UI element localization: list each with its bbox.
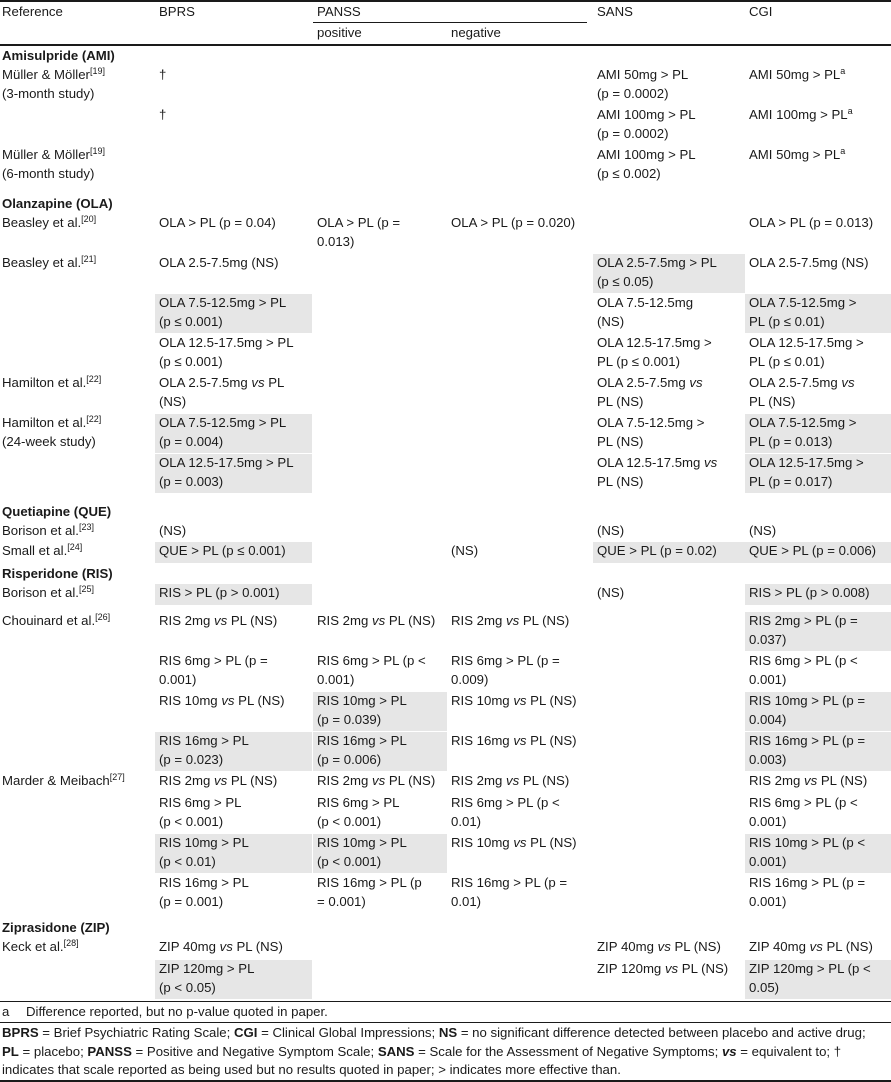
legend-definition: = placebo; <box>18 1043 88 1059</box>
footnote-text: Difference reported, but no p-value quoted in paper. <box>26 1004 328 1019</box>
cgi-line: OLA 7.5-12.5mg > <box>749 295 857 310</box>
cgi-cell <box>745 374 891 413</box>
citation-number: [23] <box>78 522 94 532</box>
bprs-cell <box>155 612 312 633</box>
footnote-divider <box>0 1022 891 1023</box>
ref-line: Keck et al.[28] <box>2 938 79 954</box>
sans-line: ZIP 120mg vs PL (NS) <box>597 961 729 976</box>
bprs-line: OLA 7.5-12.5mg > PL <box>159 415 287 430</box>
neg-cell <box>447 652 593 691</box>
ref-cell <box>0 938 148 959</box>
bprs-line: RIS > PL (p > 0.001) <box>159 585 280 600</box>
cgi-line: 0.001) <box>749 853 787 869</box>
cgi-line: AMI $50mg > PL^a$ <box>749 66 846 82</box>
ref-cell <box>0 66 148 105</box>
bprs-cell <box>155 66 312 87</box>
cgi-cell <box>745 772 891 793</box>
ref-line: (6-month study) <box>2 165 95 181</box>
sans-cell <box>593 584 745 605</box>
cgi-cell <box>745 938 891 959</box>
section-title: Ziprasidone (ZIP) <box>2 920 110 935</box>
cgi-cell <box>745 834 891 873</box>
bprs-line: ZIP 120mg > PL <box>159 961 255 976</box>
legend-abbr: PANSS <box>87 1043 132 1059</box>
bprs-line: OLA 12.5-17.5mg > PL <box>159 335 294 350</box>
cgi-line: OLA 12.5-17.5mg > <box>749 455 864 470</box>
section-title: Olanzapine (OLA) <box>2 196 113 211</box>
ref-line: Borison et al.[25] <box>2 584 94 600</box>
section-title: Quetiapine (QUE) <box>2 504 112 519</box>
pos-line: RIS 16mg > PL (p <box>317 875 422 890</box>
vs-text: vs <box>841 375 855 390</box>
bprs-line: RIS 10mg > PL <box>159 835 249 850</box>
neg-cell <box>447 834 593 855</box>
sans-line: AMI 50mg > PL <box>597 67 689 82</box>
bprs-line: RIS 16mg > PL <box>159 733 249 748</box>
cgi-line: 0.004) <box>749 711 787 727</box>
citation-number: [28] <box>63 938 79 948</box>
cgi-line: PL (p ≤ 0.01) <box>749 353 825 369</box>
sans-line: ZIP 40mg vs PL (NS) <box>597 939 721 954</box>
footnote-marker: a <box>847 106 853 116</box>
neg-cell <box>447 772 593 793</box>
citation-number: [22] <box>86 374 102 384</box>
legend-abbr: CGI <box>233 1025 258 1040</box>
bprs-cell <box>155 214 312 235</box>
legend-definition: = Scale for the Assessment of Negative Symptoms; <box>414 1043 722 1059</box>
sans-cell <box>593 334 745 373</box>
bprs-line: QUE > PL (p ≤ 0.001) <box>159 543 286 558</box>
bprs-line: OLA 2.5-7.5mg vs PL <box>159 375 285 390</box>
cgi-line: 0.003) <box>749 751 787 767</box>
section-title: Risperidone (RIS) <box>2 566 113 581</box>
footnote-mark: a <box>2 1004 10 1019</box>
ref-line: Borison et al.[23] <box>2 522 94 538</box>
cgi-line: RIS 6mg > PL (p < <box>749 653 858 668</box>
cgi-line: (NS) <box>749 523 777 538</box>
bprs-cell <box>155 732 312 771</box>
cgi-line: RIS 10mg > PL (p = <box>749 693 866 708</box>
neg-line: RIS 2mg vs PL (NS) <box>451 773 570 788</box>
sans-line: (p = 0.0002) <box>597 125 669 141</box>
citation-number: [26] <box>95 612 111 622</box>
neg-line: RIS 16mg vs PL (NS) <box>451 733 577 748</box>
citation-number: [22] <box>86 414 102 424</box>
bprs-line: OLA 7.5-12.5mg > PL <box>159 295 287 310</box>
header-cgi: CGI <box>749 4 773 19</box>
sans-cell <box>593 938 745 959</box>
bprs-line: (p < 0.05) <box>159 979 216 995</box>
pos-cell <box>313 874 447 913</box>
neg-cell <box>447 732 593 753</box>
pos-line: RIS 10mg > PL <box>317 693 407 708</box>
ref-line: Beasley et al.[20] <box>2 214 97 230</box>
citation-number: [21] <box>81 254 97 264</box>
neg-cell <box>447 542 593 563</box>
cgi-line: PL (p ≤ 0.01) <box>749 313 825 329</box>
vs-text: vs <box>809 939 823 954</box>
pos-line: OLA > PL (p = <box>317 215 401 230</box>
cgi-line: 0.037) <box>749 631 787 647</box>
neg-line: RIS 16mg > PL (p = <box>451 875 568 890</box>
cgi-cell <box>745 794 891 833</box>
sans-line: OLA 7.5-12.5mg <box>597 295 694 310</box>
cgi-line: OLA 7.5-12.5mg > <box>749 415 857 430</box>
pos-cell <box>313 772 447 793</box>
pos-cell <box>313 652 447 691</box>
vs-text: vs <box>219 939 233 954</box>
neg-line: RIS 10mg vs PL (NS) <box>451 835 577 850</box>
ref-line: Müller & Möller[19] <box>2 146 105 162</box>
neg-line: (NS) <box>451 543 479 558</box>
legend-abbr: NS <box>438 1025 458 1040</box>
top-rule <box>0 0 891 2</box>
cgi-line: OLA 12.5-17.5mg > <box>749 335 864 350</box>
bprs-cell <box>155 938 312 959</box>
bprs-line: OLA 12.5-17.5mg > PL <box>159 455 294 470</box>
footnote-marker: a <box>840 66 846 76</box>
cgi-line: ZIP 40mg vs PL (NS) <box>749 939 873 954</box>
sans-cell <box>593 542 745 563</box>
neg-cell <box>447 874 593 913</box>
bprs-cell <box>155 834 312 873</box>
cgi-cell <box>745 612 891 651</box>
vs-text: vs <box>513 733 527 748</box>
bprs-cell <box>155 874 312 913</box>
bprs-cell <box>155 542 312 563</box>
cgi-line: RIS > PL (p > 0.008) <box>749 585 870 600</box>
bprs-line: RIS 6mg > PL <box>159 795 242 810</box>
neg-cell <box>447 214 593 235</box>
sans-line: (NS) <box>597 523 625 538</box>
sans-line: PL (NS) <box>597 433 644 449</box>
bprs-line: (p ≤ 0.001) <box>159 313 223 329</box>
citation-number: [24] <box>67 542 83 552</box>
bprs-cell <box>155 692 312 713</box>
bprs-line: OLA 2.5-7.5mg (NS) <box>159 255 279 270</box>
legend-definition: = Brief Psychiatric Rating Scale; <box>38 1025 234 1040</box>
pos-cell <box>313 214 447 253</box>
ref-line: Marder & Meibach[27] <box>2 772 125 788</box>
cgi-line: RIS 6mg > PL (p < <box>749 795 858 810</box>
cgi-line: PL (NS) <box>749 393 796 409</box>
bprs-cell <box>155 334 312 373</box>
bprs-cell <box>155 772 312 793</box>
pos-line: (p = 0.006) <box>317 751 382 767</box>
sans-cell <box>593 146 745 185</box>
header-rule <box>0 44 891 46</box>
vs-text: vs <box>657 939 671 954</box>
legend-definition: = equivalent to; † indicates that scale reported as being used but no results quoted in paper; > indicates more effective than. <box>2 1043 842 1077</box>
vs-text: vs <box>704 455 718 470</box>
neg-cell <box>447 692 593 713</box>
sans-line: (p = 0.0002) <box>597 85 669 101</box>
cgi-cell <box>745 106 891 127</box>
pos-cell <box>313 732 447 771</box>
sans-line: PL (NS) <box>597 473 644 489</box>
bprs-line: RIS 10mg vs PL (NS) <box>159 693 285 708</box>
sans-line: OLA 12.5-17.5mg > <box>597 335 712 350</box>
pos-cell <box>313 834 447 873</box>
citation-number: [20] <box>81 214 97 224</box>
cgi-cell <box>745 454 891 493</box>
cgi-line: OLA 2.5-7.5mg (NS) <box>749 255 869 270</box>
cgi-line: AMI $50mg > PL^a$ <box>749 146 846 162</box>
neg-cell <box>447 612 593 633</box>
pos-line: 0.013) <box>317 233 355 249</box>
sans-line: (p ≤ 0.002) <box>597 165 661 181</box>
legend-definition: = Positive and Negative Symptom Scale; <box>131 1043 378 1059</box>
bprs-line: (p ≤ 0.001) <box>159 353 223 369</box>
neg-line: RIS 6mg > PL (p = <box>451 653 560 668</box>
bprs-line: RIS 16mg > PL <box>159 875 249 890</box>
cgi-line: AMI $100mg > PL^a$ <box>749 106 853 122</box>
cgi-line: 0.05) <box>749 979 780 995</box>
cgi-cell <box>745 414 891 453</box>
vs-text: vs <box>221 693 235 708</box>
bprs-line: (p = 0.003) <box>159 473 224 489</box>
legend-abbr: SANS <box>377 1043 415 1059</box>
citation-number: [25] <box>78 584 94 594</box>
ref-cell <box>0 612 148 633</box>
legend-abbr: PL <box>2 1043 19 1059</box>
cgi-cell <box>745 334 891 373</box>
ref-line: Chouinard et al.[26] <box>2 612 111 628</box>
cgi-cell <box>745 960 891 999</box>
ref-line: Hamilton et al.[22] <box>2 414 102 430</box>
pos-line: (p < 0.001) <box>317 853 382 869</box>
bprs-cell <box>155 584 312 605</box>
bprs-line: † <box>159 107 167 122</box>
pos-cell <box>313 692 447 731</box>
bprs-line: (p < 0.01) <box>159 853 216 869</box>
neg-line: RIS 2mg vs PL (NS) <box>451 613 570 628</box>
bottom-rule <box>0 1080 891 1082</box>
vs-text: vs <box>689 375 703 390</box>
vs-text: vs <box>664 961 679 976</box>
pos-line: RIS 2mg vs PL (NS) <box>317 773 436 788</box>
pos-line: 0.001) <box>317 671 355 687</box>
sans-cell <box>593 106 745 145</box>
cgi-cell <box>745 294 891 333</box>
bprs-line: (p = 0.001) <box>159 893 224 909</box>
sans-cell <box>593 374 745 413</box>
ref-line: Beasley et al.[21] <box>2 254 97 270</box>
cgi-line: RIS 16mg > PL (p = <box>749 733 866 748</box>
ref-line: Hamilton et al.[22] <box>2 374 102 390</box>
neg-line: 0.01) <box>451 813 482 829</box>
cgi-cell <box>745 692 891 731</box>
header-positive: positive <box>317 25 362 40</box>
sans-line: OLA 7.5-12.5mg > <box>597 415 705 430</box>
cgi-line: RIS 2mg > PL (p = <box>749 613 858 628</box>
cgi-line: QUE > PL (p = 0.006) <box>749 543 877 558</box>
header-reference: Reference <box>2 4 63 19</box>
bprs-cell <box>155 454 312 493</box>
vs-text: vs <box>213 613 228 628</box>
bprs-cell <box>155 652 312 691</box>
sans-cell <box>593 522 745 543</box>
legend-definition: = Clinical Global Impressions; <box>257 1025 439 1040</box>
bprs-cell <box>155 414 312 453</box>
sans-line: (NS) <box>597 585 625 600</box>
ref-line: (3-month study) <box>2 85 95 101</box>
bprs-cell <box>155 294 312 333</box>
cgi-cell <box>745 254 891 275</box>
legend-definition: = no significant difference detected between placebo and active drug; <box>457 1025 866 1040</box>
ref-cell <box>0 254 148 275</box>
header-bprs: BPRS <box>159 4 195 19</box>
bprs-line: RIS 2mg vs PL (NS) <box>159 613 278 628</box>
cgi-cell <box>745 732 891 771</box>
sans-cell <box>593 254 745 293</box>
vs-text: vs <box>513 693 527 708</box>
vs-text: vs <box>803 773 818 788</box>
sans-cell <box>593 414 745 453</box>
pos-line: (p < 0.001) <box>317 813 382 829</box>
cgi-line: PL (p = 0.017) <box>749 473 833 489</box>
cgi-cell <box>745 874 891 913</box>
sans-cell <box>593 960 745 981</box>
cgi-cell <box>745 522 891 543</box>
panss-rule <box>313 22 587 23</box>
bprs-line: RIS 2mg vs PL (NS) <box>159 773 278 788</box>
pos-line: RIS 2mg vs PL (NS) <box>317 613 436 628</box>
vs-text: vs <box>371 613 386 628</box>
cgi-line: PL (p = 0.013) <box>749 433 833 449</box>
vs-text: vs <box>213 773 228 788</box>
cgi-line: OLA > PL (p = 0.013) <box>749 215 874 230</box>
cgi-cell <box>745 542 891 563</box>
sans-cell <box>593 294 745 333</box>
cgi-cell <box>745 584 891 605</box>
bprs-line: † <box>159 67 167 82</box>
sans-cell <box>593 454 745 493</box>
sans-line: AMI 100mg > PL <box>597 107 696 122</box>
bprs-cell <box>155 960 312 999</box>
bprs-cell <box>155 522 312 543</box>
legend-abbr: vs <box>721 1043 737 1059</box>
ref-cell <box>0 772 148 793</box>
pos-line: RIS 16mg > PL <box>317 733 407 748</box>
sans-cell <box>593 66 745 105</box>
citation-number: [27] <box>109 772 125 782</box>
bprs-line: (p = 0.004) <box>159 433 224 449</box>
ref-line: (24-week study) <box>2 433 96 449</box>
pos-cell <box>313 612 447 633</box>
pos-line: RIS 6mg > PL (p < <box>317 653 426 668</box>
footnote-marker: a <box>840 146 846 156</box>
citation-number: [19] <box>89 146 105 156</box>
pos-line: RIS 10mg > PL <box>317 835 407 850</box>
sans-line: OLA 2.5-7.5mg vs <box>597 375 703 390</box>
ref-cell <box>0 374 148 395</box>
sans-line: PL (p ≤ 0.001) <box>597 353 680 369</box>
sans-line: AMI 100mg > PL <box>597 147 696 162</box>
neg-line: OLA > PL (p = 0.020) <box>451 215 576 230</box>
header-panss: PANSS <box>317 4 361 19</box>
bprs-line: (p = 0.023) <box>159 751 224 767</box>
ref-line: Müller & Möller[19] <box>2 66 105 82</box>
neg-line: RIS 6mg > PL (p < <box>451 795 560 810</box>
pos-cell <box>313 794 447 833</box>
sans-line: (NS) <box>597 313 625 329</box>
sans-line: PL (NS) <box>597 393 644 409</box>
bprs-cell <box>155 794 312 833</box>
ref-cell <box>0 542 148 563</box>
bprs-line: RIS 6mg > PL (p = <box>159 653 268 668</box>
ref-cell <box>0 146 148 185</box>
cgi-line: RIS 16mg > PL (p = <box>749 875 866 890</box>
pos-line: RIS 6mg > PL <box>317 795 400 810</box>
cgi-line: OLA 2.5-7.5mg vs <box>749 375 855 390</box>
vs-text: vs <box>371 773 386 788</box>
bprs-line: OLA > PL (p = 0.04) <box>159 215 276 230</box>
ref-cell <box>0 584 148 605</box>
bprs-cell <box>155 254 312 275</box>
bprs-cell <box>155 374 312 413</box>
sans-line: (p ≤ 0.05) <box>597 273 654 289</box>
header-sans: SANS <box>597 4 633 19</box>
vs-text: vs <box>513 835 527 850</box>
pos-line: = 0.001) <box>317 893 366 909</box>
bprs-line: (p < 0.001) <box>159 813 224 829</box>
citation-number: [19] <box>89 66 105 76</box>
neg-line: 0.009) <box>451 671 489 687</box>
neg-cell <box>447 794 593 833</box>
sans-line: OLA 12.5-17.5mg vs <box>597 455 718 470</box>
abbreviation-legend <box>2 1024 886 1080</box>
ref-cell <box>0 522 148 543</box>
cgi-line: 0.001) <box>749 893 787 909</box>
cgi-line: RIS 2mg vs PL (NS) <box>749 773 868 788</box>
bprs-line: 0.001) <box>159 671 197 687</box>
bprs-cell <box>155 106 312 127</box>
bprs-line: ZIP 40mg vs PL (NS) <box>159 939 283 954</box>
ref-cell <box>0 214 148 235</box>
cgi-line: 0.001) <box>749 671 787 687</box>
header-negative: negative <box>451 25 501 40</box>
section-title: Amisulpride (AMI) <box>2 48 115 63</box>
cgi-line: ZIP 120mg > PL (p < <box>749 961 871 976</box>
pos-line: (p = 0.039) <box>317 711 382 727</box>
cgi-cell <box>745 214 891 235</box>
bprs-line: (NS) <box>159 523 187 538</box>
cgi-cell <box>745 146 891 167</box>
sans-line: QUE > PL (p = 0.02) <box>597 543 717 558</box>
sans-line: OLA 2.5-7.5mg > PL <box>597 255 717 270</box>
vs-text: vs <box>505 773 520 788</box>
vs-text: vs <box>251 375 265 390</box>
table-bottom-rule <box>0 1001 891 1002</box>
cgi-cell <box>745 652 891 691</box>
cgi-line: 0.001) <box>749 813 787 829</box>
ref-line: Small et al.[24] <box>2 542 83 558</box>
neg-line: RIS 10mg vs PL (NS) <box>451 693 577 708</box>
ref-cell <box>0 414 148 453</box>
bprs-line: (NS) <box>159 393 187 409</box>
legend-abbr: BPRS <box>2 1025 39 1040</box>
vs-text: vs <box>505 613 520 628</box>
cgi-line: RIS 10mg > PL (p < <box>749 835 866 850</box>
neg-line: 0.01) <box>451 893 482 909</box>
cgi-cell <box>745 66 891 87</box>
